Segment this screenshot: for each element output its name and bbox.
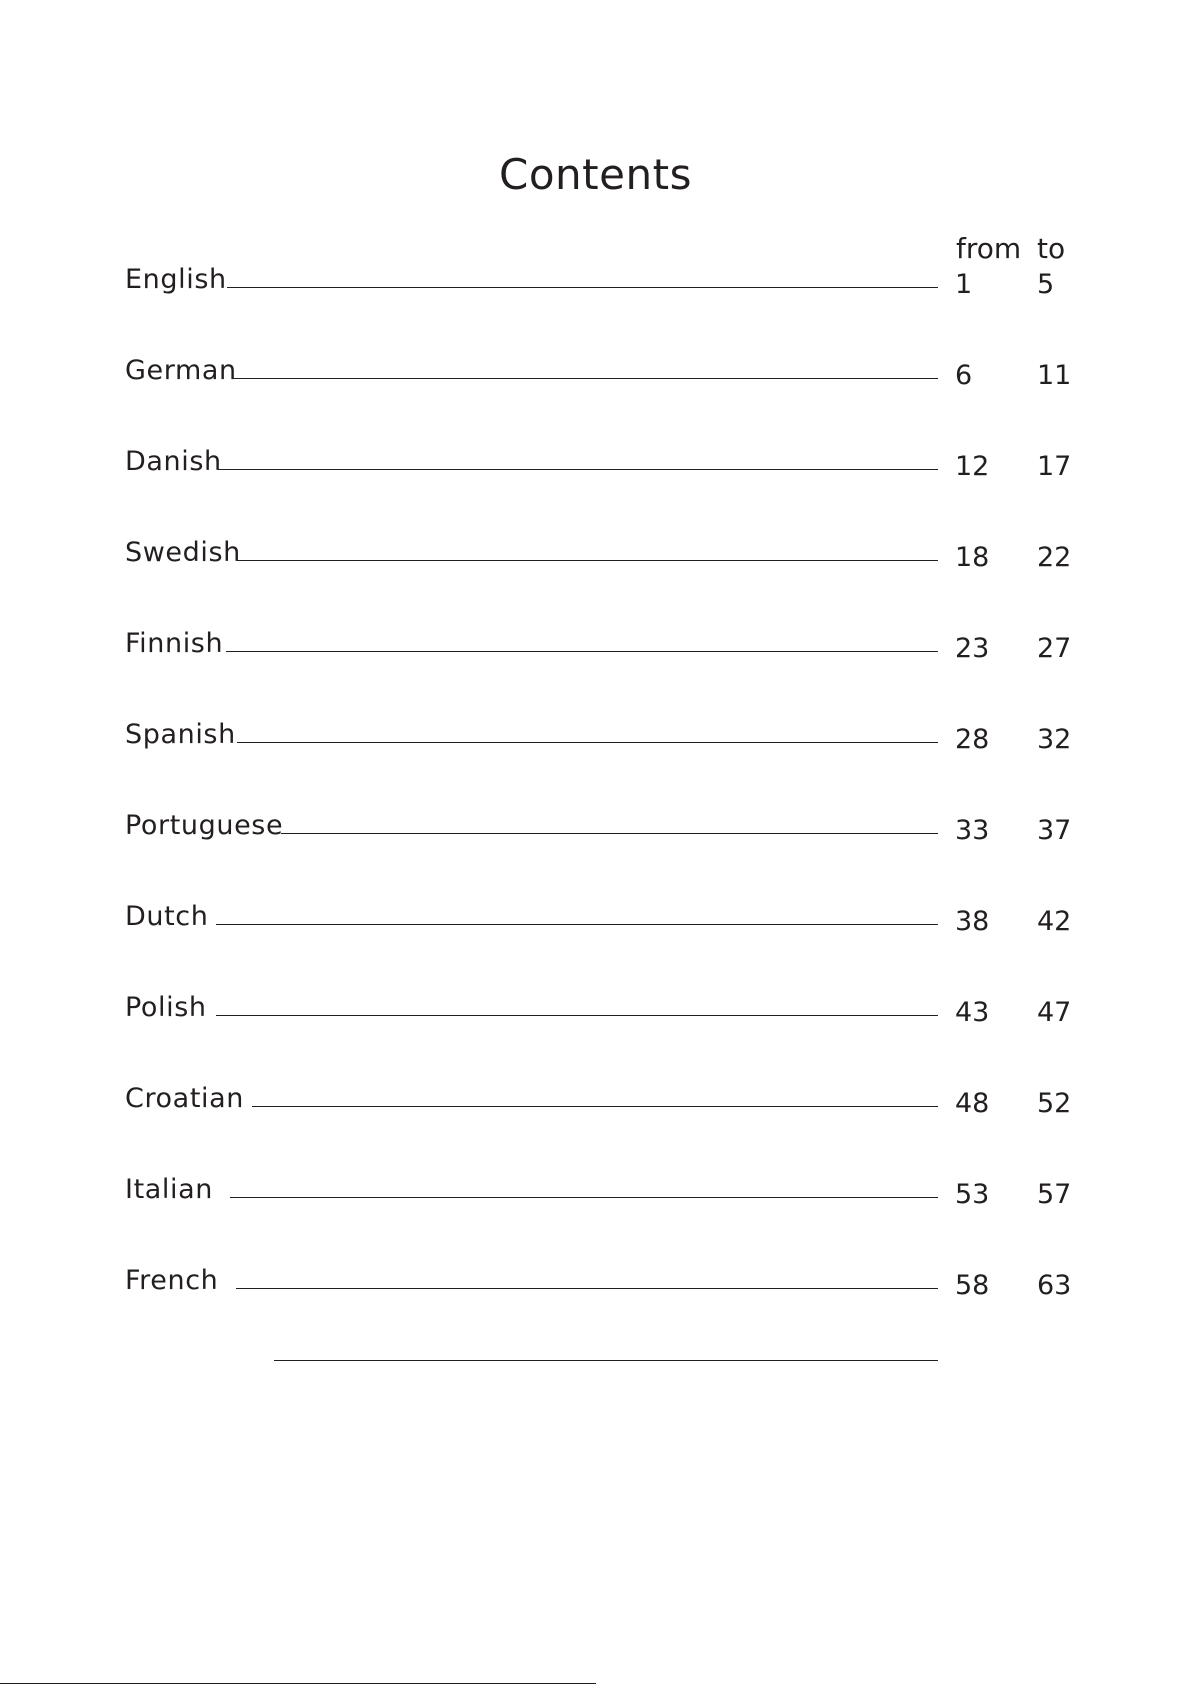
page-to: 17 bbox=[1037, 451, 1072, 482]
toc-entry-dutch bbox=[0, 900, 1191, 940]
page-to: 63 bbox=[1037, 1270, 1072, 1301]
page-from: 48 bbox=[955, 1088, 990, 1119]
toc-entry-swedish bbox=[0, 536, 1191, 576]
toc-language: English bbox=[125, 264, 227, 295]
from-column-header: from bbox=[956, 232, 1022, 265]
leader-line bbox=[218, 469, 938, 470]
toc-entry-english bbox=[0, 263, 1191, 303]
leader-line bbox=[227, 287, 938, 288]
toc-language: French bbox=[125, 1265, 219, 1296]
page-to: 47 bbox=[1037, 997, 1072, 1028]
leader-line bbox=[226, 651, 938, 652]
page-from: 43 bbox=[955, 997, 990, 1028]
page-from: 12 bbox=[955, 451, 990, 482]
page-from: 53 bbox=[955, 1179, 990, 1210]
leader-line bbox=[252, 1106, 938, 1107]
page-from: 58 bbox=[955, 1270, 990, 1301]
toc-language: Danish bbox=[125, 446, 222, 477]
page-to: 37 bbox=[1037, 815, 1072, 846]
page-from: 18 bbox=[955, 542, 990, 573]
toc-language: Portuguese bbox=[125, 810, 284, 841]
toc-language: Polish bbox=[125, 992, 207, 1023]
toc-language: Croatian bbox=[125, 1083, 244, 1114]
page-to: 57 bbox=[1037, 1179, 1072, 1210]
leader-line bbox=[237, 560, 938, 561]
toc-entry-spanish bbox=[0, 718, 1191, 758]
toc-entry-italian bbox=[0, 1173, 1191, 1213]
toc-entry-german bbox=[0, 354, 1191, 394]
page-to: 5 bbox=[1037, 269, 1055, 300]
page-from: 1 bbox=[955, 269, 973, 300]
leader-line bbox=[216, 924, 938, 925]
leader-line bbox=[236, 1288, 938, 1289]
toc-entry-portuguese bbox=[0, 809, 1191, 849]
toc-entry-polish bbox=[0, 991, 1191, 1031]
to-column-header: to bbox=[1037, 232, 1066, 265]
page-to: 52 bbox=[1037, 1088, 1072, 1119]
page-to: 11 bbox=[1037, 360, 1072, 391]
page-from: 38 bbox=[955, 906, 990, 937]
page-from: 28 bbox=[955, 724, 990, 755]
toc-language: Finnish bbox=[125, 628, 224, 659]
toc-entry-danish bbox=[0, 445, 1191, 485]
page-from: 6 bbox=[955, 360, 973, 391]
page-to: 42 bbox=[1037, 906, 1072, 937]
leader-line bbox=[216, 1015, 938, 1016]
toc-language: German bbox=[125, 355, 237, 386]
closing-rule bbox=[274, 1360, 938, 1361]
toc-language: Dutch bbox=[125, 901, 209, 932]
footer-rule bbox=[0, 1683, 596, 1684]
page-from: 33 bbox=[955, 815, 990, 846]
toc-entry-croatian bbox=[0, 1082, 1191, 1122]
leader-line bbox=[281, 833, 938, 834]
leader-line bbox=[230, 1197, 938, 1198]
toc-entry-finnish bbox=[0, 627, 1191, 667]
page-title: Contents bbox=[499, 150, 692, 199]
toc-language: Italian bbox=[125, 1174, 213, 1205]
toc-language: Swedish bbox=[125, 537, 241, 568]
leader-line bbox=[232, 378, 938, 379]
toc-language: Spanish bbox=[125, 719, 236, 750]
page-to: 22 bbox=[1037, 542, 1072, 573]
page-to: 32 bbox=[1037, 724, 1072, 755]
page-from: 23 bbox=[955, 633, 990, 664]
toc-entry-french bbox=[0, 1264, 1191, 1304]
leader-line bbox=[237, 742, 938, 743]
page-to: 27 bbox=[1037, 633, 1072, 664]
